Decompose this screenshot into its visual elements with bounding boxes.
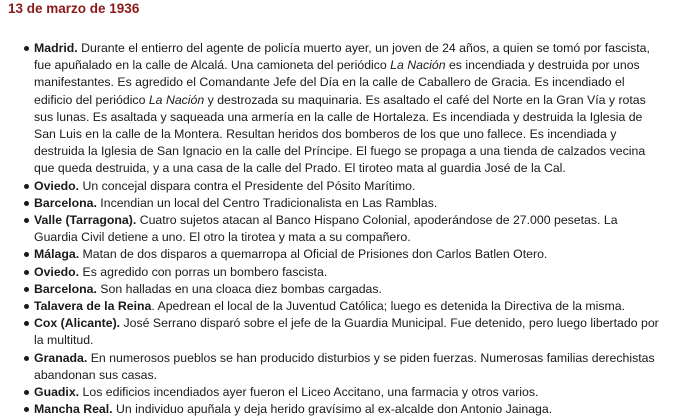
event-text: Son halladas en una cloaca diez bombas cargadas. [96,281,382,296]
event-item [34,212,662,246]
event-item [34,195,662,212]
event-place: Granada. [34,350,88,365]
event-place: Oviedo. [34,178,80,193]
event-item [34,315,662,349]
event-place: Barcelona. [34,281,97,296]
newspaper-title: La Nación [148,92,205,107]
event-item [34,264,662,281]
event-text: Durante el entierro del agente de policía muerto ayer, un joven de 24 años, a quien se tomó por fascista, fue apuñalado en la calle de Alcalá. Una camioneta del periódico [34,41,650,73]
event-text: En numerosos pueblos se han producido disturbios y se piden fuerzas. Numerosas familias derechistas abandonan sus casas. [34,350,655,382]
event-item [34,246,662,263]
event-place: Guadix. [34,385,80,400]
event-item [34,401,662,418]
event-item-madrid [34,40,662,178]
event-item [34,384,662,401]
event-text: Un individuo apuñala y deja herido gravísimo al ex-alcalde don Antonio Jainaga. [112,402,553,417]
event-place: Cox (Alicante). [34,316,121,331]
event-place: Barcelona. [34,195,97,210]
event-text: José Serrano disparó sobre el jefe de la Guardia Municipal. Fue detenido, pero luego libertado por la multitud. [34,316,659,348]
event-text: Es agredido con porras un bombero fascista. [79,264,328,279]
event-item [34,298,662,315]
event-place: Mancha Real. [34,402,113,417]
event-place: Málaga. [34,247,80,262]
event-text: Incendian un local del Centro Tradicionalista en Las Ramblas. [96,195,438,210]
event-place: Oviedo. [34,264,80,279]
event-text: y destrozada su maquinaria. Es asaltado el café del Norte en la Gran Vía y rotas sus lunas. Es asaltada y saqueada una armería en la calle de Hortaleza. Es incendiada y destruida la Iglesia de San Luis en la calle de la Montera. Resultan heridos dos bomberos de los que uno fallece. Es incendiada y destruida la Iglesia de San Ignacio en la calle del Príncipe. El fuego se propaga a una tienda de calzados vecina que queda destruida, y a una casa de la calle del Prado. El tiroteo mata al guardia José de la Cal. [34,92,646,176]
newspaper-title: La Nación [390,58,446,73]
event-place: Talavera de la Reina [34,299,152,314]
event-list [34,40,662,418]
event-item [34,178,662,195]
event-item [34,281,662,298]
event-item [34,350,662,384]
event-text: Los edificios incendiados ayer fueron el Liceo Accitano, una farmacia y otros varios. [79,385,539,400]
event-text: Matan de dos disparos a quemarropa al Oficial de Prisiones don Carlos Batlen Otero. [79,247,548,262]
event-text: es incendiada y destruida por unos manifestantes. Es agredido el Comandante Jefe del Día en la calle de Caballero de Gracia. Es incendiado el edificio del periódico [34,58,640,107]
event-text: Cuatro sujetos atacan al Banco Hispano Colonial, apoderándose de 27.000 pesetas. La Guardia Civil detiene a uno. El otro la tirotea y mata a su compañero. [34,213,618,245]
date-heading: 13 de marzo de 1936 [8,1,140,16]
event-text: Un concejal dispara contra el Presidente del Pósito Marítimo. [79,178,416,193]
event-place: Madrid. [34,41,78,55]
event-place: Valle (Tarragona). [34,213,137,228]
event-text: . Apedrean el local de la Juventud Católica; luego es detenida la Directiva de la misma. [151,299,626,314]
